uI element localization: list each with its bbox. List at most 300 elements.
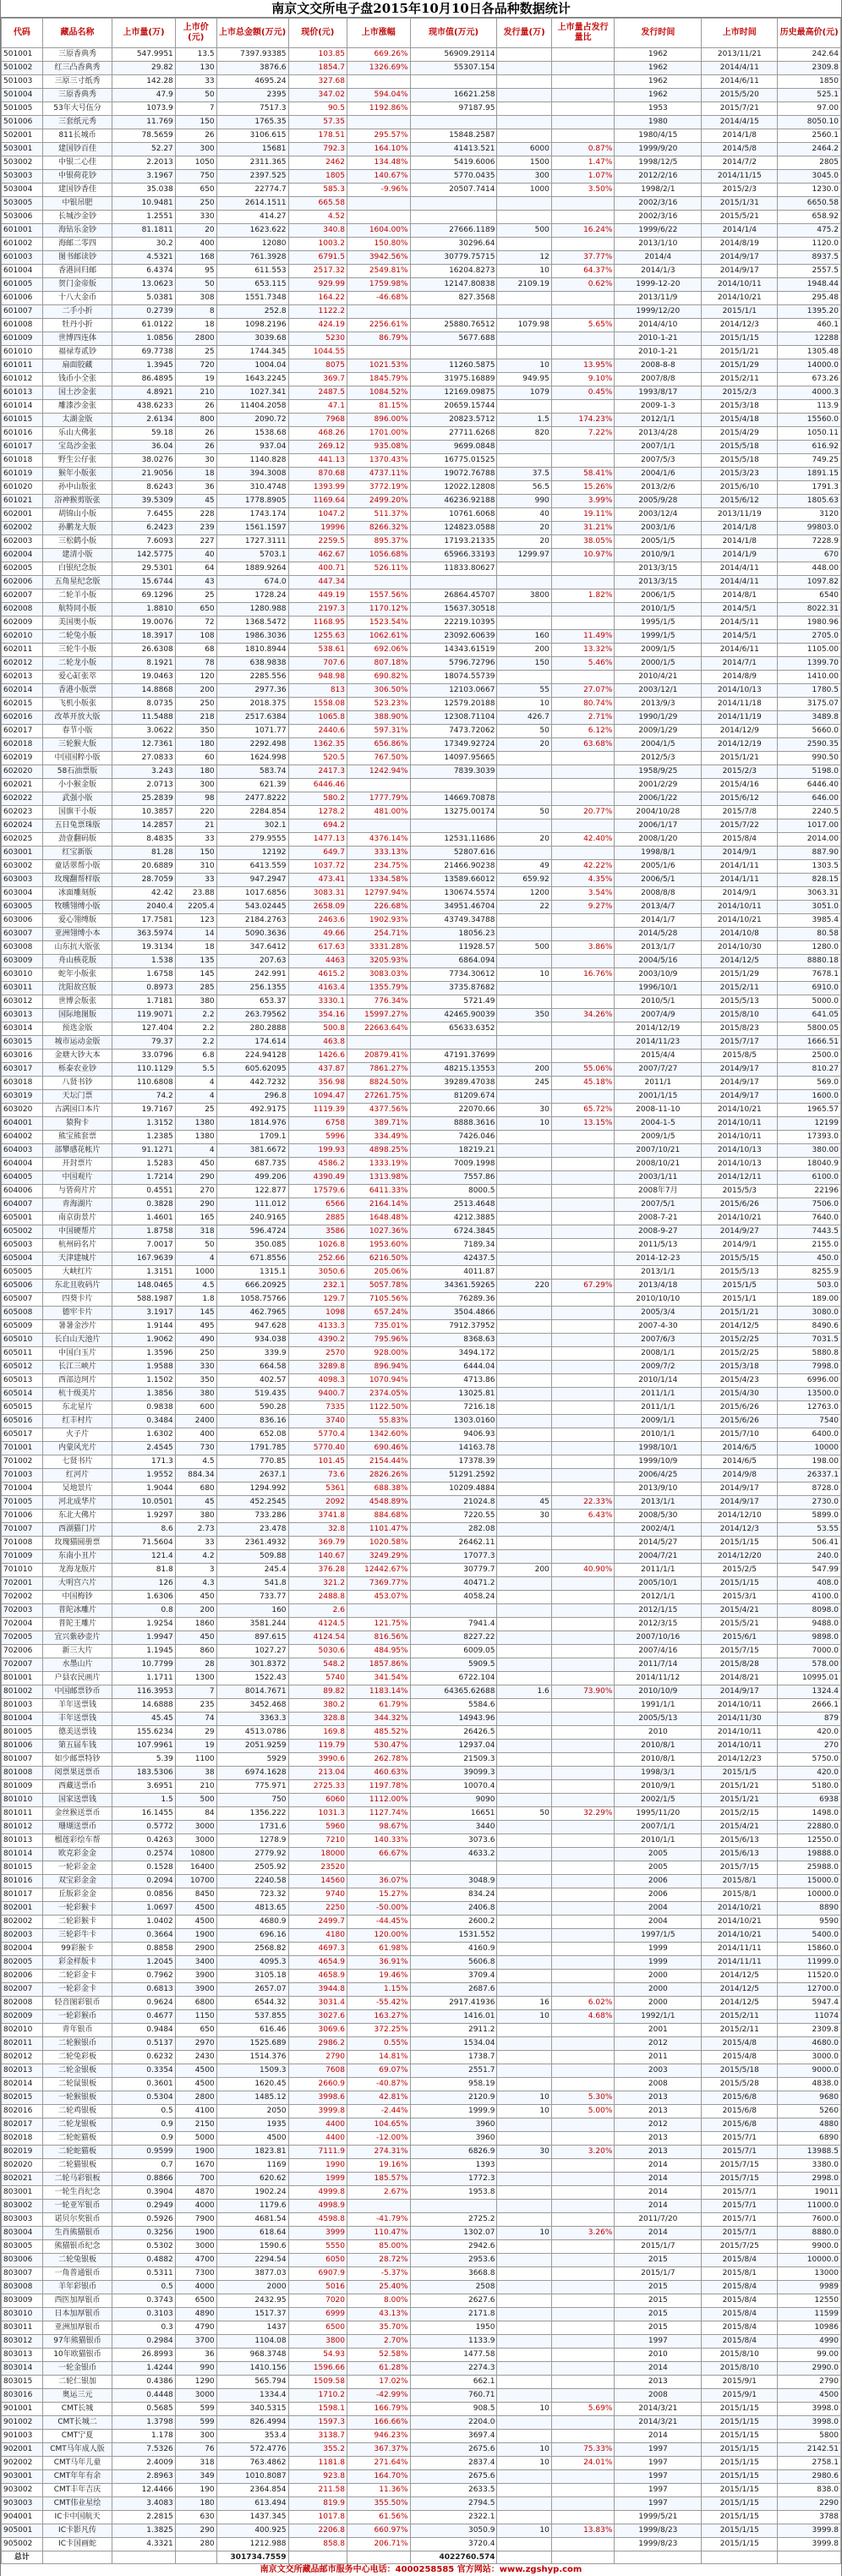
listing-date-cell: 2015/8/28 bbox=[702, 1658, 778, 1672]
high-price-cell: 1017.00 bbox=[778, 819, 841, 833]
high-price-cell: 3045.0 bbox=[778, 170, 841, 184]
table-row bbox=[2, 1442, 841, 1455]
ratio-cell bbox=[551, 1591, 615, 1604]
name-cell: 日本加厚银币 bbox=[42, 2308, 112, 2321]
listed-price-cell: 36 bbox=[175, 2349, 216, 2362]
ratio-cell bbox=[551, 1983, 615, 1997]
current-price-cell: 2487.5 bbox=[288, 386, 347, 400]
listed-price-cell: 310 bbox=[175, 860, 216, 874]
issue-qty-cell bbox=[497, 1645, 551, 1658]
ratio-cell bbox=[551, 982, 615, 995]
current-price-cell: 4998.9 bbox=[288, 2200, 347, 2213]
table-row bbox=[2, 2308, 841, 2321]
listed-amount-cell: 4695.24 bbox=[216, 75, 288, 89]
high-price-cell: 3380.0 bbox=[778, 2159, 841, 2173]
market-value-cell: 1953.8 bbox=[410, 2186, 497, 2200]
issue-date-cell: 2013/11/9 bbox=[615, 292, 702, 305]
market-value-cell: 16775.01525 bbox=[410, 454, 497, 468]
issue-qty-cell bbox=[497, 1767, 551, 1780]
high-price-cell: 5180.0 bbox=[778, 1780, 841, 1794]
high-price-cell: 380.00 bbox=[778, 1144, 841, 1158]
issue-date-cell: 2014/3/21 bbox=[615, 2403, 702, 2416]
market-value-cell: 908.5 bbox=[410, 2403, 497, 2416]
change-cell: 594.04% bbox=[347, 89, 411, 102]
table-row bbox=[2, 2078, 841, 2091]
name-cell: 长江三峡片 bbox=[42, 1361, 112, 1374]
change-cell: 262.78% bbox=[347, 1753, 411, 1767]
high-price-cell: 15860.0 bbox=[778, 1943, 841, 1956]
market-value-cell: 2633.5 bbox=[410, 2484, 497, 2497]
ratio-cell bbox=[551, 1672, 615, 1685]
listing-date-cell: 2014/12/23 bbox=[702, 1753, 778, 1767]
change-cell: 884.68% bbox=[347, 1510, 411, 1523]
ratio-cell bbox=[551, 197, 615, 211]
listed-amount-cell: 541.8 bbox=[216, 1577, 288, 1591]
name-cell: 杭十级美片 bbox=[42, 1388, 112, 1401]
high-price-cell: 2500.0 bbox=[778, 1050, 841, 1063]
issue-qty-cell: 12 bbox=[497, 251, 551, 265]
issue-qty-cell: 150 bbox=[497, 657, 551, 671]
market-value-cell: 12531.11686 bbox=[410, 833, 497, 847]
issue-date-cell: 2013/4/28 bbox=[615, 427, 702, 441]
current-price-cell: 819.9 bbox=[288, 2497, 347, 2511]
listed-price-cell: 250 bbox=[175, 197, 216, 211]
code-cell: 702003 bbox=[2, 1604, 43, 1618]
name-cell: 暑暑金沙片 bbox=[42, 1320, 112, 1334]
code-cell: 601012 bbox=[2, 373, 43, 386]
high-price-cell: 3999.8 bbox=[778, 2524, 841, 2538]
change-cell: 110.47% bbox=[347, 2227, 411, 2240]
code-cell: 801014 bbox=[2, 1848, 43, 1861]
change-cell: 164.70% bbox=[347, 2470, 411, 2484]
column-header: 发行时间 bbox=[615, 19, 702, 48]
ratio-cell bbox=[551, 2321, 615, 2335]
listed-price-cell: 7 bbox=[175, 1685, 216, 1699]
change-cell: 1242.94% bbox=[347, 765, 411, 779]
code-cell: 601009 bbox=[2, 332, 43, 346]
listed-price-cell: 45 bbox=[175, 1496, 216, 1510]
ratio-cell bbox=[551, 995, 615, 1009]
listed-amount-cell: 2397.525 bbox=[216, 170, 288, 184]
high-price-cell: 1097.82 bbox=[778, 576, 841, 589]
listed-amount-cell: 7517.3 bbox=[216, 102, 288, 116]
ratio-cell bbox=[551, 48, 615, 62]
listed-amount-cell: 763.4862 bbox=[216, 2457, 288, 2470]
market-value-cell: 17378.39 bbox=[410, 1455, 497, 1469]
table-row bbox=[2, 2091, 841, 2105]
listed-price-cell: 495 bbox=[175, 1320, 216, 1334]
listed-amount-cell: 2779.92 bbox=[216, 1848, 288, 1861]
current-price-cell: 6791.5 bbox=[288, 251, 347, 265]
name-cell: 猴年小版张 bbox=[42, 468, 112, 481]
name-cell: CMT马年儿童 bbox=[42, 2457, 112, 2470]
issue-qty-cell bbox=[497, 1753, 551, 1767]
listed-amount-cell: 3105.18 bbox=[216, 1970, 288, 1983]
high-price-cell: 646.00 bbox=[778, 792, 841, 806]
ratio-cell bbox=[551, 1943, 615, 1956]
code-cell: 603006 bbox=[2, 914, 43, 928]
issue-date-cell: 2006/5/1 bbox=[615, 874, 702, 887]
current-price-cell: 2517.32 bbox=[288, 265, 347, 278]
ratio-cell bbox=[551, 2132, 615, 2146]
name-cell: CMT年年有余 bbox=[42, 2470, 112, 2484]
current-price-cell: 101.45 bbox=[288, 1455, 347, 1469]
table-row bbox=[2, 1347, 841, 1361]
listed-qty-cell: 1.9254 bbox=[112, 1618, 176, 1631]
market-value-cell: 30779.7 bbox=[410, 1564, 497, 1577]
issue-date-cell: 2007/7/27 bbox=[615, 1063, 702, 1077]
listed-price-cell: 5000 bbox=[175, 2132, 216, 2146]
change-cell: 7861.27% bbox=[347, 1063, 411, 1077]
listed-amount-cell: 2477.8222 bbox=[216, 792, 288, 806]
name-cell: 金塘大钞大本 bbox=[42, 1050, 112, 1063]
issue-qty-cell bbox=[497, 2416, 551, 2430]
market-value-cell: 65633.6352 bbox=[410, 1022, 497, 1036]
high-price-cell: 11074 bbox=[778, 2010, 841, 2024]
issue-date-cell: 2009-1-3 bbox=[615, 400, 702, 414]
ratio-cell bbox=[551, 1455, 615, 1469]
change-cell: 6216.50% bbox=[347, 1252, 411, 1266]
table-row bbox=[2, 1645, 841, 1658]
listing-date-cell: 2014/12/5 bbox=[702, 1983, 778, 1997]
table-row bbox=[2, 102, 841, 116]
listed-amount-cell: 1623.622 bbox=[216, 224, 288, 238]
listed-qty-cell: 30.2 bbox=[112, 238, 176, 251]
listed-qty-cell: 142.28 bbox=[112, 75, 176, 89]
ratio-cell bbox=[551, 671, 615, 684]
ratio-cell: 15.26% bbox=[551, 481, 615, 495]
listed-price-cell: 4.2 bbox=[175, 1550, 216, 1564]
issue-date-cell: 1997 bbox=[615, 2335, 702, 2349]
market-value-cell: 9699.0848 bbox=[410, 441, 497, 454]
current-price-cell: 4390.2 bbox=[288, 1334, 347, 1347]
code-cell: 602022 bbox=[2, 792, 43, 806]
market-value-cell: 22070.66 bbox=[410, 1104, 497, 1117]
issue-qty-cell bbox=[497, 2132, 551, 2146]
listed-price-cell: 2.73 bbox=[175, 1523, 216, 1537]
current-price-cell: 5361 bbox=[288, 1483, 347, 1496]
listed-qty-cell: 0.3601 bbox=[112, 2078, 176, 2091]
listed-amount-cell: 1179.6 bbox=[216, 2200, 288, 2213]
market-value-cell: 76289.36 bbox=[410, 1293, 497, 1307]
issue-qty-cell: 1.6 bbox=[497, 1685, 551, 1699]
change-cell: 341.54% bbox=[347, 1672, 411, 1685]
market-value-cell: 3709.4 bbox=[410, 1970, 497, 1983]
listing-date-cell: 2014/12/3 bbox=[702, 319, 778, 332]
current-price-cell: 1003.2 bbox=[288, 238, 347, 251]
change-cell: 690.82% bbox=[347, 671, 411, 684]
high-price-cell: 2309.8 bbox=[778, 62, 841, 75]
issue-qty-cell bbox=[497, 1902, 551, 1916]
listed-amount-cell: 1538.68 bbox=[216, 427, 288, 441]
listed-qty-cell: 52.27 bbox=[112, 143, 176, 156]
change-cell: 11.36% bbox=[347, 2484, 411, 2497]
ratio-cell bbox=[551, 2497, 615, 2511]
ratio-cell bbox=[551, 576, 615, 589]
listed-price-cell: 25 bbox=[175, 1104, 216, 1117]
high-price-cell: 8022.31 bbox=[778, 603, 841, 617]
listing-date-cell: 2015/9/1 bbox=[702, 2376, 778, 2389]
change-cell: 735.01% bbox=[347, 1320, 411, 1334]
code-cell: 901001 bbox=[2, 2403, 43, 2416]
high-price-cell: 189.00 bbox=[778, 1293, 841, 1307]
market-value-cell: 12147.80838 bbox=[410, 278, 497, 292]
name-cell: 欧克彩金金 bbox=[42, 1848, 112, 1861]
ratio-cell bbox=[551, 2362, 615, 2376]
ratio-cell: 16.76% bbox=[551, 968, 615, 982]
ratio-cell bbox=[551, 1821, 615, 1834]
current-price-cell: 213.04 bbox=[288, 1767, 347, 1780]
listed-amount-cell: 2311.365 bbox=[216, 156, 288, 170]
market-value-cell: 1303.0160 bbox=[410, 1415, 497, 1428]
issue-qty-cell bbox=[497, 75, 551, 89]
issue-date-cell: 2015 bbox=[615, 2254, 702, 2267]
listed-price-cell: 10700 bbox=[175, 1875, 216, 1888]
high-price-cell: 838.0 bbox=[778, 2484, 841, 2497]
high-price-cell: 11520.0 bbox=[778, 1970, 841, 1983]
issue-qty-cell: 1299.97 bbox=[497, 549, 551, 562]
listing-date-cell: 2015/8/10 bbox=[702, 2362, 778, 2376]
table-row bbox=[2, 1807, 841, 1821]
ratio-cell bbox=[551, 603, 615, 617]
ratio-cell: 3.86% bbox=[551, 941, 615, 955]
ratio-cell bbox=[551, 1239, 615, 1252]
high-price-cell: 578.00 bbox=[778, 1658, 841, 1672]
change-cell: 61.79% bbox=[347, 1699, 411, 1713]
ratio-cell bbox=[551, 454, 615, 468]
issue-date-cell: 2005/3/4 bbox=[615, 1307, 702, 1320]
ratio-cell: 1.47% bbox=[551, 156, 615, 170]
current-price-cell: 1119.39 bbox=[288, 1104, 347, 1117]
listing-date-cell: 2014/10/21 bbox=[702, 914, 778, 928]
listed-qty-cell: 1.0856 bbox=[112, 332, 176, 346]
table-row bbox=[2, 508, 841, 522]
listed-qty-cell: 1.6302 bbox=[112, 1428, 176, 1442]
listed-price-cell: 250 bbox=[175, 698, 216, 711]
listed-qty-cell: 1.5 bbox=[112, 1794, 176, 1807]
table-row bbox=[2, 238, 841, 251]
listed-price-cell: 50 bbox=[175, 278, 216, 292]
table-row bbox=[2, 968, 841, 982]
market-value-cell: 5584.6 bbox=[410, 1699, 497, 1713]
listed-price-cell: 400 bbox=[175, 1428, 216, 1442]
market-value-cell: 48215.13553 bbox=[410, 1063, 497, 1077]
table-row bbox=[2, 1036, 841, 1050]
issue-qty-cell: 1079.98 bbox=[497, 319, 551, 332]
issue-date-cell: 2014-12-23 bbox=[615, 1252, 702, 1266]
listed-amount-cell: 750 bbox=[216, 1794, 288, 1807]
listing-date-cell: 2015/6/26 bbox=[702, 1415, 778, 1428]
code-cell: 801002 bbox=[2, 1685, 43, 1699]
listed-amount-cell: 2568.82 bbox=[216, 1943, 288, 1956]
high-price-cell: 7998.0 bbox=[778, 1361, 841, 1374]
change-cell: 61.56% bbox=[347, 2511, 411, 2524]
listing-date-cell: 2015/7/15 bbox=[702, 1645, 778, 1658]
listed-amount-cell: 696.16 bbox=[216, 1929, 288, 1943]
high-price-cell: 1410.00 bbox=[778, 671, 841, 684]
listing-date-cell: 2014/6/11 bbox=[702, 75, 778, 89]
name-cell: 榴莲彩绘车帮 bbox=[42, 1834, 112, 1848]
change-cell: 254.71% bbox=[347, 928, 411, 941]
change-cell: 1084.52% bbox=[347, 386, 411, 400]
listed-amount-cell: 1731.6 bbox=[216, 1821, 288, 1834]
name-cell: 双宝彩金金 bbox=[42, 1875, 112, 1888]
market-value-cell: 2953.6 bbox=[410, 2254, 497, 2267]
ratio-cell: 37.77% bbox=[551, 251, 615, 265]
issue-qty-cell bbox=[497, 1658, 551, 1672]
ratio-cell bbox=[551, 1902, 615, 1916]
listing-date-cell: 2015/7/1 bbox=[702, 2186, 778, 2200]
code-cell: 802012 bbox=[2, 2051, 43, 2064]
listed-qty-cell: 26.6308 bbox=[112, 644, 176, 657]
change-cell: 1701.00% bbox=[347, 427, 411, 441]
table-row bbox=[2, 901, 841, 914]
listed-qty-cell: 142.5775 bbox=[112, 549, 176, 562]
name-cell: 99彩猴卡 bbox=[42, 1943, 112, 1956]
listed-amount-cell: 1814.976 bbox=[216, 1117, 288, 1131]
issue-qty-cell bbox=[497, 2497, 551, 2511]
listed-price-cell: 4.5 bbox=[175, 1455, 216, 1469]
change-cell: -40.87% bbox=[347, 2078, 411, 2091]
code-cell: 901002 bbox=[2, 2416, 43, 2430]
code-cell: 601019 bbox=[2, 468, 43, 481]
ratio-cell: 75.33% bbox=[551, 2443, 615, 2457]
listed-qty-cell: 8.6243 bbox=[112, 481, 176, 495]
current-price-cell: 1065.8 bbox=[288, 711, 347, 725]
table-row bbox=[2, 2294, 841, 2308]
listed-price-cell: 4500 bbox=[175, 1902, 216, 1916]
issue-date-cell: 2013/3/15 bbox=[615, 562, 702, 576]
current-price-cell: 1597.3 bbox=[288, 2416, 347, 2430]
current-price-cell: 2725.33 bbox=[288, 1780, 347, 1794]
listed-price-cell: 6.8 bbox=[175, 1050, 216, 1063]
change-cell: 1070.94% bbox=[347, 1374, 411, 1388]
listing-date-cell: 2013/11/19 bbox=[702, 508, 778, 522]
listed-price-cell: 227 bbox=[175, 535, 216, 549]
market-value-cell: 282.08 bbox=[410, 1523, 497, 1537]
listing-date-cell: 2014/9/1 bbox=[702, 847, 778, 860]
issue-date-cell: 2012 bbox=[615, 2037, 702, 2051]
table-row bbox=[2, 2457, 841, 2470]
name-cell: 诺贝尔奖银币 bbox=[42, 2213, 112, 2227]
code-cell: 701006 bbox=[2, 1510, 43, 1523]
change-cell: 372.25% bbox=[347, 2024, 411, 2037]
name-cell: 野生公仔张 bbox=[42, 454, 112, 468]
table-row bbox=[2, 346, 841, 359]
listed-price-cell: 3 bbox=[175, 1564, 216, 1577]
current-price-cell: 468.26 bbox=[288, 427, 347, 441]
listed-amount-cell: 4680.9 bbox=[216, 1916, 288, 1929]
issue-qty-cell bbox=[497, 1550, 551, 1564]
change-cell: 896.00% bbox=[347, 414, 411, 427]
ratio-cell: 5.30% bbox=[551, 2091, 615, 2105]
listing-date-cell: 2015/4/18 bbox=[702, 414, 778, 427]
listing-date-cell: 2014/9/8 bbox=[702, 1469, 778, 1483]
issue-date-cell: 2013/9/10 bbox=[615, 1483, 702, 1496]
high-price-cell: 2557.5 bbox=[778, 265, 841, 278]
listed-amount-cell: 733.77 bbox=[216, 1591, 288, 1604]
listed-price-cell: 1100 bbox=[175, 1753, 216, 1767]
listed-price-cell: 19 bbox=[175, 1740, 216, 1753]
table-row bbox=[2, 1564, 841, 1577]
listed-amount-cell: 652.08 bbox=[216, 1428, 288, 1442]
total-label: 总计 bbox=[2, 2551, 43, 2565]
listed-qty-cell: 0.3354 bbox=[112, 2064, 176, 2078]
issue-qty-cell bbox=[497, 62, 551, 75]
change-cell: 1021.53% bbox=[347, 359, 411, 373]
table-row bbox=[2, 2186, 841, 2200]
listing-date-cell: 2014/6/5 bbox=[702, 1455, 778, 1469]
listed-qty-cell: 3.243 bbox=[112, 765, 176, 779]
listed-amount-cell: 245.4 bbox=[216, 1564, 288, 1577]
market-value-cell: 25880.76512 bbox=[410, 319, 497, 332]
current-price-cell: 617.63 bbox=[288, 941, 347, 955]
table-row bbox=[2, 481, 841, 495]
high-price-cell: 3998.0 bbox=[778, 2416, 841, 2430]
market-value-cell: 2911.2 bbox=[410, 2024, 497, 2037]
listing-date-cell: 2015/4/30 bbox=[702, 1388, 778, 1401]
issue-date-cell: 2010/8/1 bbox=[615, 1740, 702, 1753]
change-cell: 334.49% bbox=[347, 1131, 411, 1144]
market-value-cell: 30779.75715 bbox=[410, 251, 497, 265]
change-cell: 121.75% bbox=[347, 1618, 411, 1631]
ratio-cell bbox=[551, 1631, 615, 1645]
listed-qty-cell: 1073.9 bbox=[112, 102, 176, 116]
listed-qty-cell: 0.4263 bbox=[112, 1834, 176, 1848]
current-price-cell: 3586 bbox=[288, 1225, 347, 1239]
issue-qty-cell: 30 bbox=[497, 1510, 551, 1523]
issue-qty-cell: 10 bbox=[497, 1117, 551, 1131]
change-cell: 1313.98% bbox=[347, 1171, 411, 1185]
listing-date-cell: 2014/12/9 bbox=[702, 725, 778, 738]
market-value-cell: 1950 bbox=[410, 2321, 497, 2335]
market-value-cell: 42465.90039 bbox=[410, 1009, 497, 1022]
table-row bbox=[2, 1970, 841, 1983]
listed-price-cell: 68 bbox=[175, 644, 216, 657]
issue-date-cell: 2010/1/14 bbox=[615, 1374, 702, 1388]
issue-date-cell: 2003/12/4 bbox=[615, 508, 702, 522]
change-cell bbox=[347, 1861, 411, 1875]
market-value-cell: 834.24 bbox=[410, 1888, 497, 1902]
listing-date-cell: 2014/9/17 bbox=[702, 1063, 778, 1077]
listed-amount-cell: 1517.37 bbox=[216, 2308, 288, 2321]
market-value-cell: 2274.3 bbox=[410, 2362, 497, 2376]
change-cell: 526.11% bbox=[347, 562, 411, 576]
high-price-cell: 1305.48 bbox=[778, 346, 841, 359]
name-cell: 中国邮票钞币 bbox=[42, 1685, 112, 1699]
listed-price-cell: 1900 bbox=[175, 2227, 216, 2240]
market-value-cell: 14163.78 bbox=[410, 1442, 497, 1455]
issue-date-cell: 1962 bbox=[615, 48, 702, 62]
issue-date-cell: 2009/1/1 bbox=[615, 1415, 702, 1428]
listed-amount-cell: 394.3008 bbox=[216, 468, 288, 481]
listed-qty-cell: 81.28 bbox=[112, 847, 176, 860]
table-row bbox=[2, 1090, 841, 1104]
issue-qty-cell bbox=[497, 1361, 551, 1374]
issue-date-cell: 2013 bbox=[615, 2105, 702, 2118]
listed-qty-cell: 1.6758 bbox=[112, 968, 176, 982]
high-price-cell: 641.05 bbox=[778, 1009, 841, 1022]
current-price-cell: 252.66 bbox=[288, 1252, 347, 1266]
code-cell: 601008 bbox=[2, 319, 43, 332]
listed-amount-cell: 2517.6384 bbox=[216, 711, 288, 725]
current-price-cell: 1854.7 bbox=[288, 62, 347, 75]
listed-price-cell: 168 bbox=[175, 251, 216, 265]
change-cell: 1953.60% bbox=[347, 1239, 411, 1252]
issue-qty-cell bbox=[497, 617, 551, 630]
issue-date-cell: 2001/2/29 bbox=[615, 779, 702, 792]
listed-amount-cell: 1986.3036 bbox=[216, 630, 288, 644]
